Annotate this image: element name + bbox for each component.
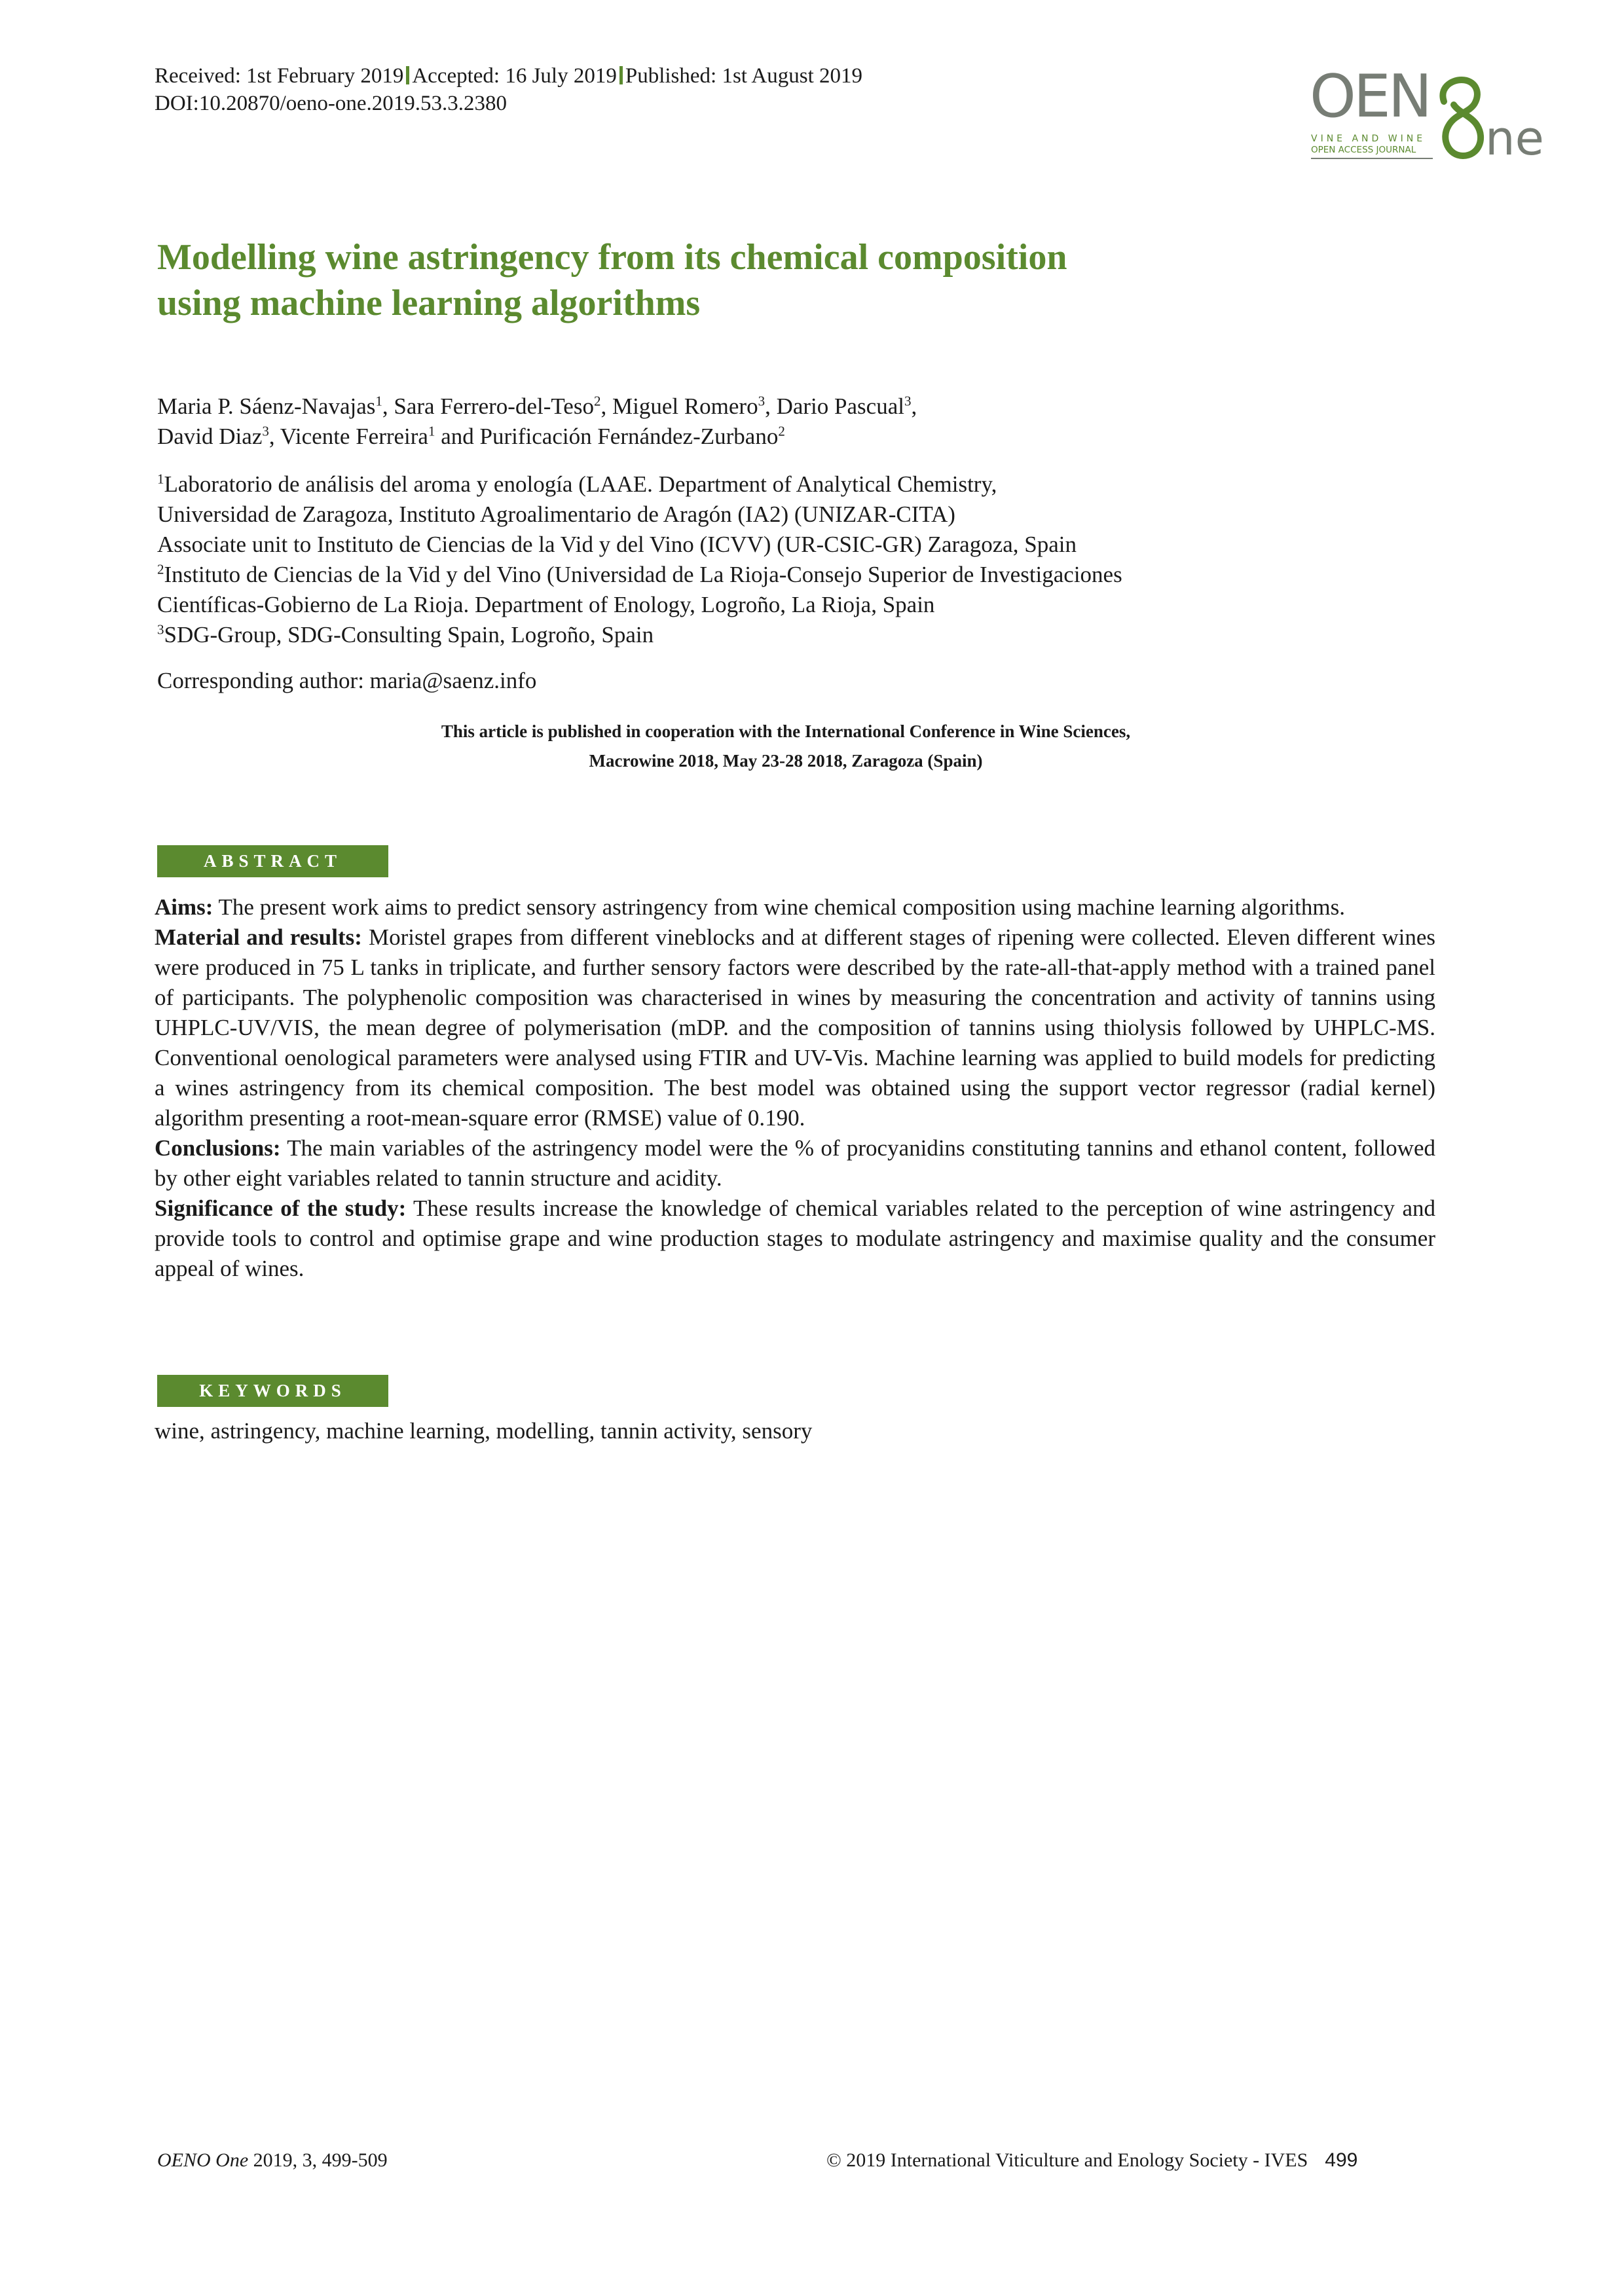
- publication-dates: [155, 63, 862, 89]
- affiliation-text: Instituto de Ciencias de la Vid y del Vino (Universidad de La Rioja-Consejo Superior de Investigaciones: [164, 562, 1122, 587]
- section-text: The main variables of the astringency model were the % of procyanidins constituting tannins and ethanol content, followed by other eight variables related to tannin structure and acidity.: [155, 1135, 1435, 1191]
- svg-text:OEN: OEN: [1310, 65, 1430, 131]
- separator-bar: [406, 66, 409, 84]
- author-separator: ,: [600, 393, 612, 419]
- authors-line-1: [157, 392, 917, 422]
- citation-details: 2019, 3, 499-509: [248, 2149, 388, 2171]
- section-label: Material and results:: [155, 924, 362, 950]
- footer-copyright: [826, 2149, 1357, 2172]
- footer-citation: [157, 2149, 388, 2172]
- doi[interactable]: DOI:10.20870/oeno-one.2019.53.3.2380: [155, 92, 507, 115]
- author-name: Miguel Romero: [612, 393, 758, 419]
- section-label: Significance of the study:: [155, 1195, 407, 1221]
- authors-line-2: [157, 422, 917, 452]
- section-text: The present work aims to predict sensory astringency from wine chemical composition using machine learning algorithms.: [213, 894, 1345, 920]
- author-name: David Diaz: [157, 424, 263, 449]
- affiliation-line: [157, 560, 1122, 590]
- keywords-list: wine, astringency, machine learning, modelling, tannin activity, sensory: [155, 1418, 813, 1444]
- affiliation-text: Universidad de Zaragoza, Instituto Agroalimentario de Aragón (IA2) (UNIZAR-CITA): [157, 501, 955, 527]
- affiliation-line: [157, 530, 1122, 560]
- section-text: These results increase the knowledge of chemical variables related to the perception of wine astringency and provide tools to control and optimise grape and wine production stages to modulate astringency and maximise quality and the consumer appeal of wines.: [155, 1195, 1436, 1281]
- abstract-aims: [155, 892, 1435, 922]
- affiliation-line: [157, 469, 1122, 500]
- affiliation-marker: 2: [778, 423, 785, 439]
- article-title: [157, 234, 1067, 326]
- affiliation-line: [157, 500, 1122, 530]
- svg-text:ne: ne: [1485, 111, 1544, 166]
- affiliation-text: Associate unit to Instituto de Ciencias de la Vid y del Vino (ICVV) (UR-CSIC-GR) Zaragoza, Spain: [157, 532, 1077, 557]
- author-name: Purificación Fernández-Zurbano: [479, 424, 779, 449]
- author-list: [157, 392, 917, 452]
- author-separator: ,: [382, 393, 394, 419]
- affiliation-text: SDG-Group, SDG-Consulting Spain, Logroño, Spain: [164, 622, 654, 647]
- affiliations: [157, 469, 1122, 650]
- keywords-heading: KEYWORDS: [157, 1375, 388, 1407]
- author-separator: ,: [765, 393, 777, 419]
- affiliation-line: [157, 620, 1122, 650]
- oeno-one-logo: [1310, 65, 1572, 170]
- conference-note: [0, 717, 1572, 776]
- journal-name: OENO One: [157, 2149, 249, 2171]
- affiliation-marker: 3: [904, 393, 912, 409]
- author-separator: and: [435, 424, 480, 449]
- corresponding-author[interactable]: Corresponding author: maria@saenz.info: [157, 668, 537, 693]
- section-label: Conclusions:: [155, 1135, 281, 1161]
- received-date: Received: 1st February 2019: [155, 64, 404, 88]
- affiliation-marker: 1: [157, 471, 164, 487]
- affiliation-marker: 1: [428, 423, 435, 439]
- conference-note-line-2: Macrowine 2018, May 23-28 2018, Zaragoza (Spain): [589, 751, 983, 771]
- affiliation-marker: 2: [593, 393, 601, 409]
- affiliation-marker: 1: [375, 393, 382, 409]
- section-label: Aims:: [155, 894, 213, 920]
- separator-bar: [619, 66, 623, 84]
- abstract-heading: ABSTRACT: [157, 845, 388, 877]
- author-name: Vicente Ferreira: [280, 424, 428, 449]
- affiliation-marker: 2: [157, 561, 164, 577]
- accepted-date: Accepted: 16 July 2019: [412, 64, 617, 88]
- author-name: Sara Ferrero-del-Teso: [394, 393, 594, 419]
- oeno-one-logo-icon: [1310, 65, 1572, 170]
- page-number: 499: [1325, 2149, 1358, 2171]
- title-line-2: using machine learning algorithms: [157, 283, 701, 323]
- section-text: Moristel grapes from different vineblocks and at different stages of ripening were collected. Eleven different wines were produced in 75 L tanks in triplicate, and further sensory factors were described by the rate-all-that-apply method with a trained panel of participants. The polyphenolic composition was characterised in wines by measuring the concentration and activity of tannins using UHPLC-UV/VIS, the mean degree of polymerisation (mDP. and the composition of tannins using thiolysis followed by UHPLC-MS. Conventional oenological parameters were analysed using FTIR and UV-Vis. Machine learning was applied to build models for predicting a wines astringency from its chemical composition. The best model was obtained using the support vector regressor (radial kernel) algorithm presenting a root-mean-square error (RMSE) value of 0.190.: [155, 924, 1435, 1131]
- abstract-body: [155, 892, 1435, 1284]
- affiliation-marker: 3: [157, 621, 164, 638]
- abstract-conclusions: [155, 1133, 1435, 1194]
- conference-note-line-1: This article is published in cooperation with the International Conference in Wine Sciences,: [441, 721, 1131, 741]
- affiliation-marker: 3: [758, 393, 766, 409]
- affiliation-text: Laboratorio de análisis del aroma y enología (LAAE. Department of Analytical Chemistry,: [164, 471, 997, 497]
- affiliation-line: [157, 590, 1122, 620]
- affiliation-text: Científicas-Gobierno de La Rioja. Department of Enology, Logroño, La Rioja, Spain: [157, 592, 935, 617]
- svg-text:OPEN ACCESS JOURNAL: OPEN ACCESS JOURNAL: [1311, 145, 1416, 155]
- author-separator: ,: [911, 393, 917, 419]
- affiliation-marker: 3: [262, 423, 269, 439]
- abstract-material-results: [155, 922, 1435, 1133]
- copyright-text: © 2019 International Viticulture and Enology Society - IVES: [826, 2149, 1308, 2171]
- title-line-1: Modelling wine astringency from its chemical composition: [157, 237, 1067, 278]
- author-separator: ,: [268, 424, 280, 449]
- published-date: Published: 1st August 2019: [625, 64, 862, 88]
- abstract-significance: [155, 1194, 1435, 1284]
- author-name: Dario Pascual: [776, 393, 904, 419]
- svg-text:VINE AND WINE: VINE AND WINE: [1311, 134, 1426, 144]
- author-name: Maria P. Sáenz-Navajas: [157, 393, 376, 419]
